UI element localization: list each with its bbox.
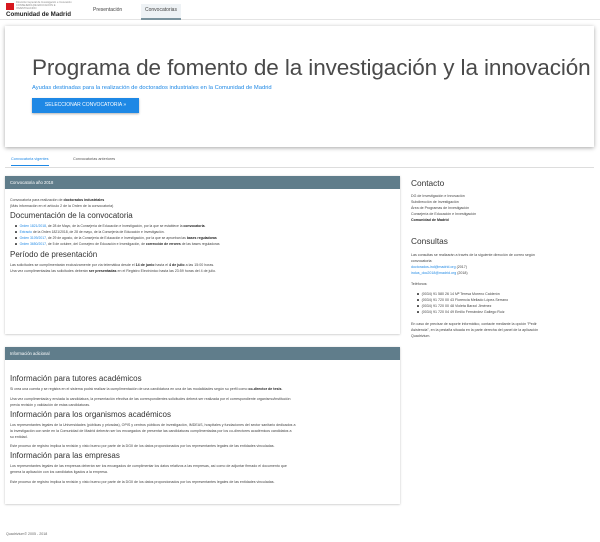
hero-banner xyxy=(5,26,594,147)
periodo-line-1: Las solicitudes se cumplimentarán exclusivamente por vía telemática desde el 14 de junio hasta el 4 de julio a las 15:00 horas. xyxy=(10,263,215,267)
consultas-intro-2: convocatoria: xyxy=(411,259,433,263)
soporte-note-3: Quadrivium. xyxy=(411,334,431,338)
phone-item: (0034) 91 580 26 14 Mª Teresa Moreno Calderón xyxy=(417,292,500,296)
contacto-line: DG de Investigación e Innovación xyxy=(411,194,465,198)
soporte-note-2: Asistencia", en la pestaña situada en la parte derecha del panel de la aplicación xyxy=(411,328,539,332)
nav-convocatorias[interactable]: Convocatorias xyxy=(141,4,181,20)
emp-text-2: Este proceso de registro implica la revisión y visto bueno por parte de la DGII de los datos proporcionados por los representantes legales de las entidades vinculadas. xyxy=(10,480,275,484)
telefonos-label: Teléfonos: xyxy=(411,282,428,286)
org-text-1c: su entidad. xyxy=(10,435,28,439)
info-adicional-card xyxy=(5,347,400,504)
doc-list-item: Orden 1821/2018, de 28 de Mayo, de la Consejería de Educación e Investigación, por la que se establece la convocatoria. xyxy=(15,224,205,228)
phone-item: (0034) 91 720 04 49 Emilio Fernández Gallego Ruiz xyxy=(417,310,505,314)
convocatoria-card-header: Convocatoria año 2018 xyxy=(5,176,400,189)
footer-copyright: Quadrivium© 2005 - 2018 xyxy=(6,532,48,536)
contacto-line: Comunidad de Madrid xyxy=(411,218,449,222)
email-2018: indus_doc2018@madrid.org (2018) xyxy=(411,271,468,275)
phone-item: (0034) 91 720 00 48 Violeta Barzol Jiménez xyxy=(417,304,491,308)
doc-list-item: Orden 3109/2017, de 29 de agosto, de la Consejería de Educación e Investigación, por la que se aprueban las bases reguladoras xyxy=(15,236,217,240)
consultas-intro-1: Las consultas se realizarán a través de la siguiente dirección de correo según xyxy=(411,253,535,257)
info-card-header: Información adicional xyxy=(5,347,400,360)
top-navbar xyxy=(0,0,600,20)
tutores-text-1: Si crea una cuenta y se registra en el sistema podrá realizar la cumplimentación de una candidatura en una de las modalidades según su perfil como co-director de tesis. xyxy=(10,387,283,391)
doc-link[interactable]: Orden 3109/2017 xyxy=(19,236,46,240)
org-text-1b: la investigación con sede en la Comunidad de Madrid deberán ser los encargados de presentar las candidaturas cumplimentadas por los co-directores académicos candidatos a xyxy=(10,429,292,433)
tab-convocatorias-anteriores[interactable]: Convocatorias anteriores xyxy=(73,157,116,161)
page-subtitle: Ayudas destinadas para la realización de doctorados industriales en la Comunidad de Madrid xyxy=(32,85,272,91)
email-2017: doctorados-ind@madrid.org (2017) xyxy=(411,265,467,269)
tutores-text-2b: previa revisión y validación de estas candidaturas. xyxy=(10,403,91,407)
email-link[interactable]: indus_doc2018@madrid.org xyxy=(411,271,457,275)
periodo-line-2: Una vez cumplimentadas las solicitudes deberán ser presentadas en el Registro Electrónico hasta las 23:59 horas del 4 de julio. xyxy=(10,269,216,273)
select-convocatoria-button[interactable]: SELECCIONAR CONVOCATORIA » xyxy=(32,98,139,113)
convocatoria-card xyxy=(5,176,400,334)
empresas-heading: Información para las empresas xyxy=(10,451,120,460)
emp-text-1b: genera la aplicación con los candidatos ligados a la empresa. xyxy=(10,470,108,474)
documentacion-heading: Documentación de la convocatoria xyxy=(10,211,133,220)
doc-link[interactable]: Extracto xyxy=(19,230,33,234)
tab-convocatoria-vigentes[interactable]: Convocatoria vigentes xyxy=(11,157,49,166)
contacto-line: Consejería de Educación e Investigación xyxy=(411,212,477,216)
nav-presentacion[interactable]: Presentación xyxy=(93,7,123,13)
organismos-heading: Información para los organismos académicos xyxy=(10,410,171,419)
soporte-note-1: En caso de precisar de soporte informático, contacte mediante la opción "Pedir xyxy=(411,322,537,326)
flag-icon xyxy=(6,3,14,10)
doc-list-item: Orden 3650/2017, de 5 de octubre, del Consejero de Educación e Investigación, de corrección de errores de las bases reguladoras xyxy=(15,242,220,246)
intro-line-1: Convocatoria para realización de doctorados industriales xyxy=(10,198,105,202)
org-text-2: Este proceso de registro implica la revisión y visto bueno por parte de la DGII de los datos proporcionados por los representantes legales de las entidades vinculadas. xyxy=(10,444,275,448)
contacto-heading: Contacto xyxy=(411,178,445,188)
doc-link[interactable]: Orden 3650/2017 xyxy=(19,242,46,246)
convocatoria-tabs xyxy=(5,154,594,168)
logo-subtext: Dirección General de Investigación e Innovación CONSEJERÍA DE EDUCACIÓN E INVESTIGACIÓN xyxy=(16,1,72,10)
tutores-heading: Información para tutores académicos xyxy=(10,374,142,383)
tutores-text-2a: Una vez cumplimentada y enviada la candidatura, la presentación efectiva de las correspondientes solicitudes deberá ser realizada por el correspondiente organismo/institución xyxy=(10,397,291,401)
phone-item: (0034) 91 720 00 43 Florencia Mellado López-Serrano xyxy=(417,298,508,302)
org-text-1a: Los representantes legales de la Universidades (públicas y privadas), OPIS y centros públicos de investigación, IMDEAS, hospitales y fundaciones del sector sanitario dedicados a xyxy=(10,423,296,427)
doc-list-item: Extracto de la Orden 1821/2018, de 28 de mayo, de la Consejería de Educación e Investigación. xyxy=(15,230,165,234)
emp-text-1a: Los representantes legales de las empresas deberán ser los encargados de cumplimentar los datos relativos a las empresas, así como de adjuntar firmado el documento que xyxy=(10,464,287,468)
doc-link[interactable]: Orden 1821/2018 xyxy=(19,224,46,228)
page-title: Programa de fomento de la investigación y la innovación xyxy=(32,55,591,80)
intro-line-2: (Más información en el artículo 2 de la Orden de la convocatoria) xyxy=(10,204,114,208)
email-link[interactable]: doctorados-ind@madrid.org xyxy=(411,265,456,269)
contacto-line: Subdirección de Investigación xyxy=(411,200,459,204)
periodo-heading: Período de presentación xyxy=(10,250,98,259)
logo-name: Comunidad de Madrid xyxy=(6,11,71,18)
consultas-heading: Consultas xyxy=(411,236,448,246)
contacto-line: Área de Programas de Investigación xyxy=(411,206,470,210)
